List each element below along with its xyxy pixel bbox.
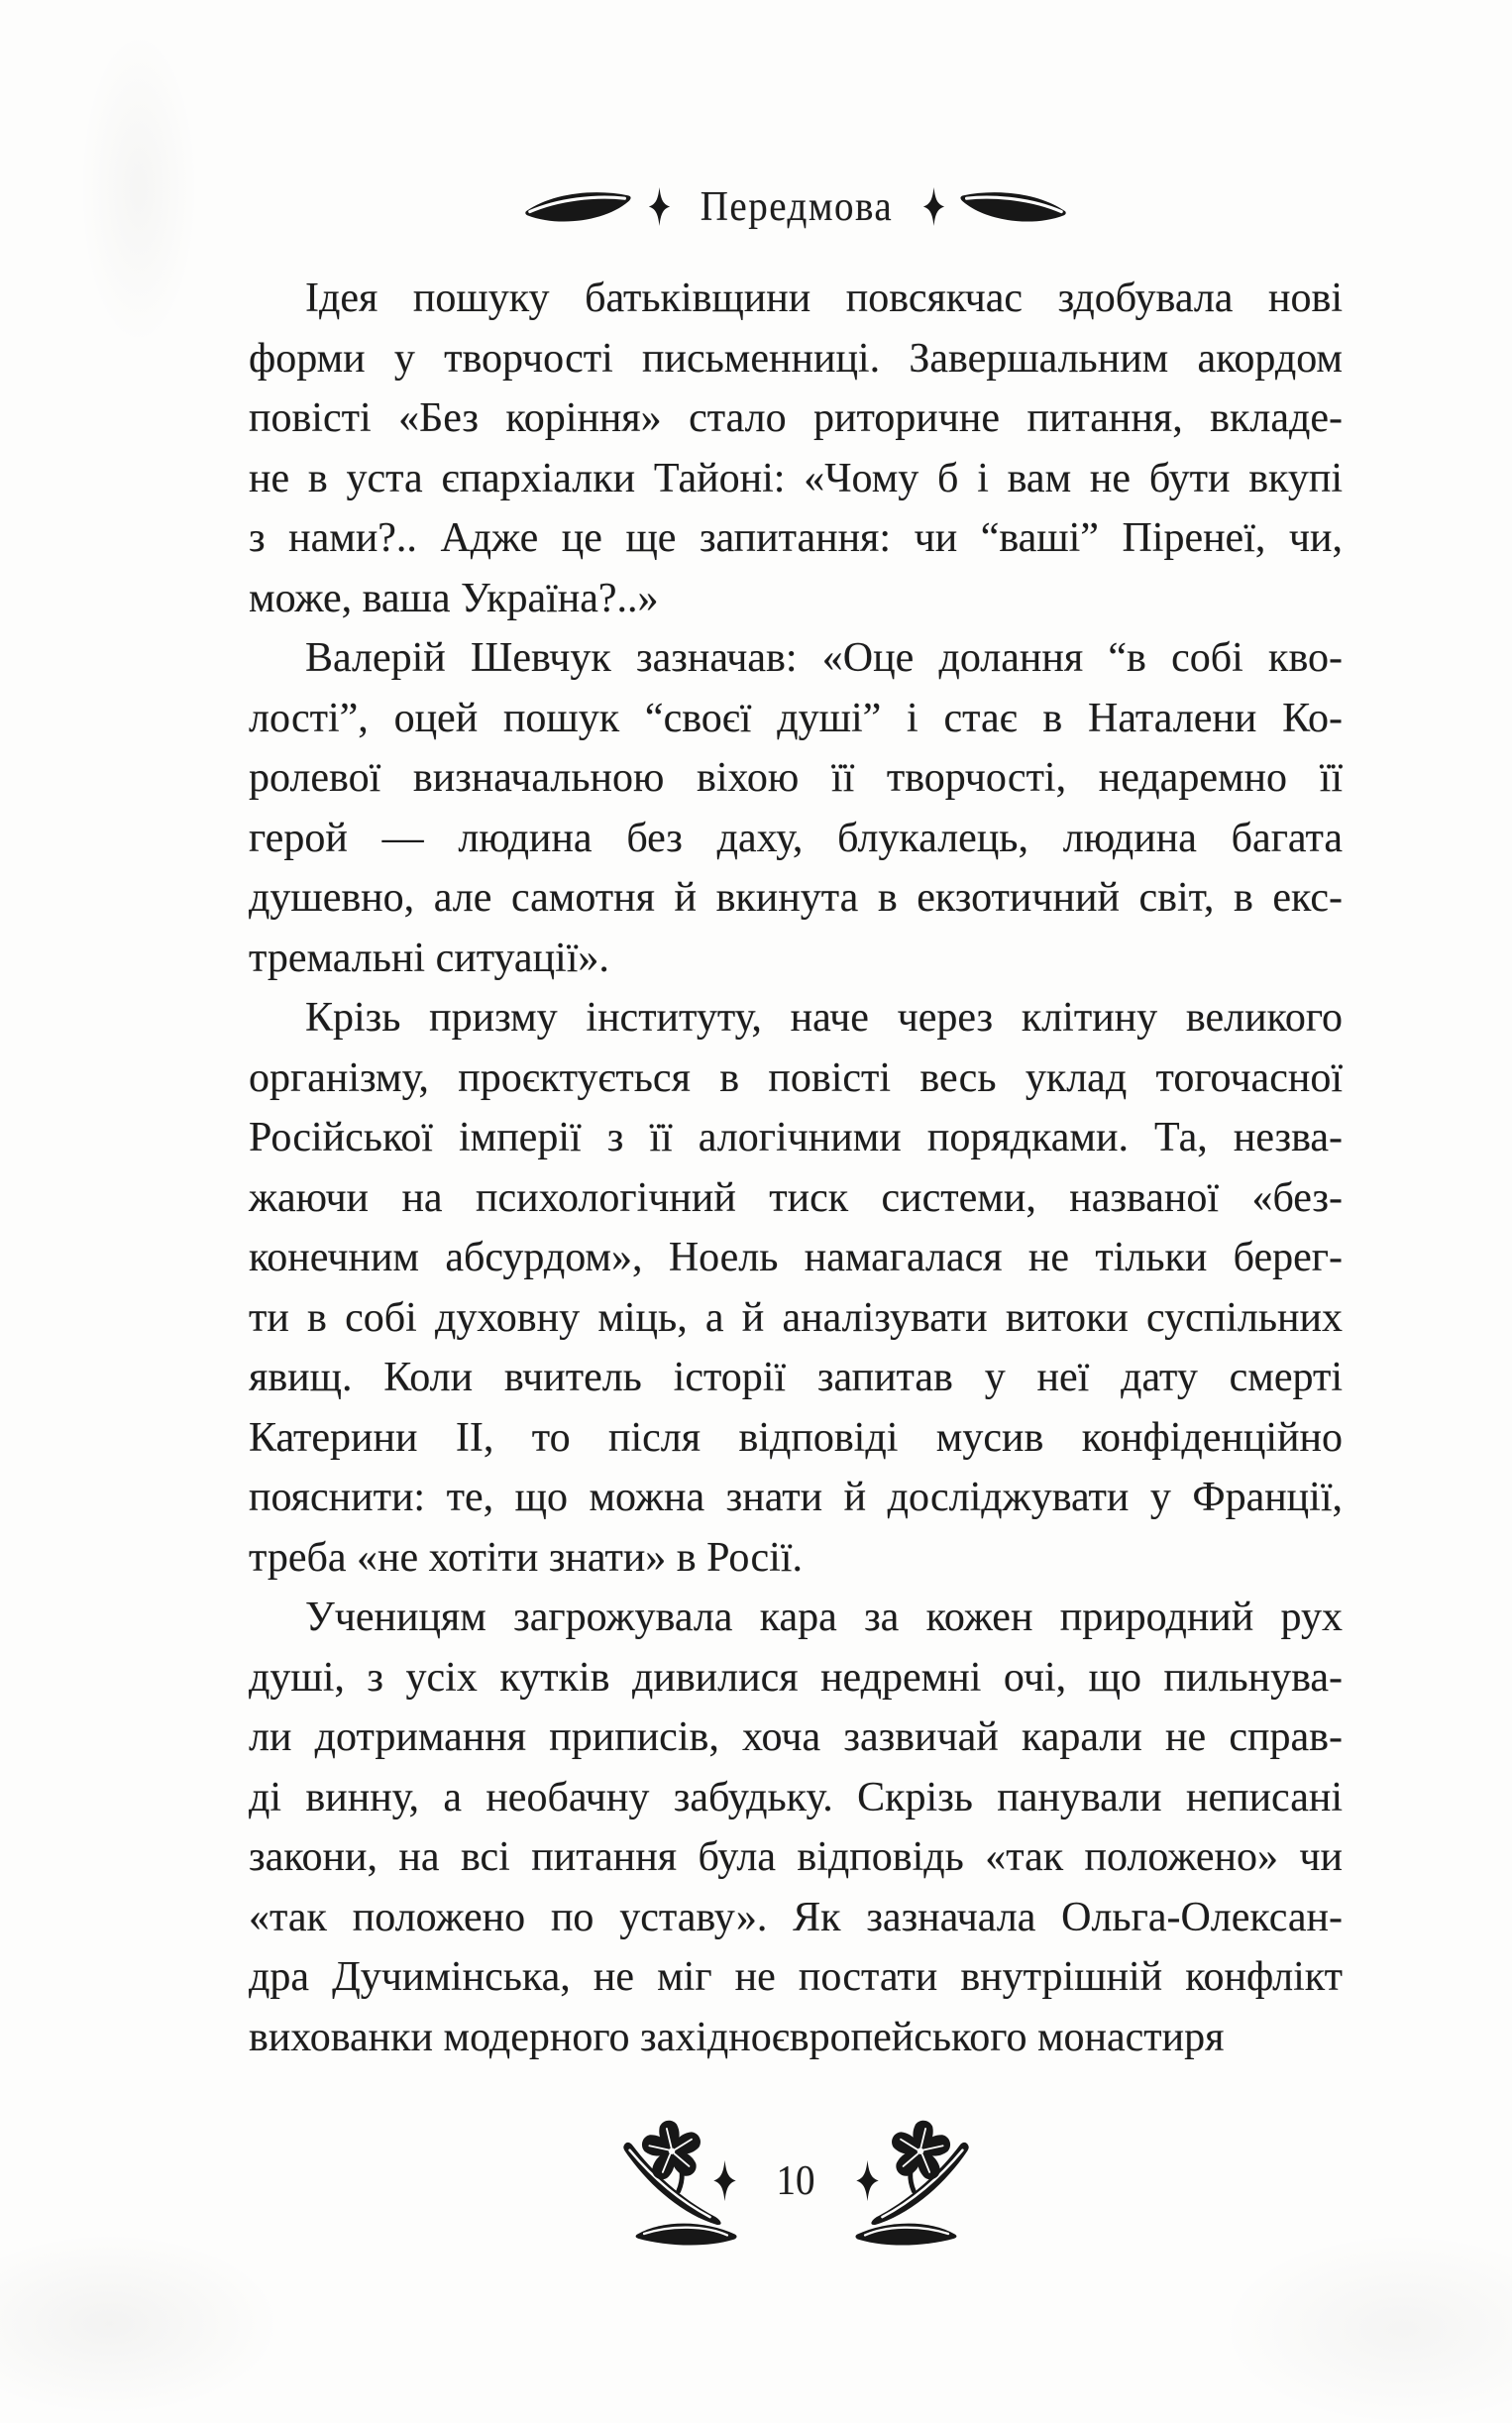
text-line: ли дотримання приписів, хоча зазвичай карали не справ-	[249, 1714, 1343, 1760]
sparkle-star-icon	[922, 186, 945, 227]
text-line: Валерій Шевчук зазначав: «Оце долання “в собі кво-	[305, 635, 1343, 681]
text-line: Ученицям загрожувала кара за кожен природний рух	[305, 1595, 1343, 1640]
text-line: Російської імперії з її алогічними порядками. Та, незва-	[249, 1115, 1343, 1160]
text-line: Ідея пошуку батьківщини повсякчас здобувала нові	[305, 275, 1343, 321]
text-line: треба «не хотіти знати» в Росії.	[249, 1534, 803, 1581]
text-line: пояснити: те, що можна знати й досліджувати у Франції,	[249, 1475, 1343, 1520]
page-footer	[249, 2109, 1343, 2253]
text-line: жаючи на психологічний тиск системи, названої «без-	[249, 1174, 1343, 1221]
scan-artifact	[0, 2235, 277, 2413]
flower-ornament-icon	[840, 2109, 974, 2253]
text-line: лості”, оцей пошук “своєї душі” і стає в Наталени Ко-	[249, 695, 1343, 741]
text-line: тремальні ситуації».	[249, 935, 609, 981]
text-line: повісті «Без коріння» стало риторичне питання, вкладе-	[249, 395, 1343, 441]
text-line: організму, проєктується в повісті весь уклад тогочасної	[249, 1054, 1343, 1101]
chapter-header	[249, 176, 1343, 236]
text-line: душі, з усіх кутків дивилися недремні очі, що пильнува-	[249, 1654, 1343, 1701]
text-line: ді винну, а необачну забудьку. Скрізь панували неписані	[249, 1774, 1343, 1820]
text-line: ролевої визначальною віхою її творчості, недаремно її	[249, 755, 1343, 801]
text-line: дра Дучимінська, не міг не постати внутрішній конфлікт	[249, 1954, 1343, 2000]
text-line: явищ. Коли вчитель історії запитав у неї дату смерті	[249, 1355, 1343, 1400]
sparkle-star-icon	[648, 186, 671, 227]
scan-artifact	[79, 30, 198, 347]
text-line: форми у творчості письменниці. Завершальним акордом	[249, 335, 1343, 382]
text-line: закони, на всі питання була відповідь «так положено» чи	[249, 1834, 1343, 1880]
leaf-ornament-icon	[523, 187, 634, 226]
text-line: вихованки модерного західноєвропейського монастиря	[249, 2014, 1225, 2060]
text-line: з нами?.. Адже це ще запитання: чи “ваші” Піренеї, чи,	[249, 515, 1343, 561]
body-text	[249, 269, 1343, 2067]
text-line: душевно, але самотня й вкинута в екзотичний світ, в екс-	[249, 875, 1343, 921]
text-line: конечним абсурдом», Ноель намагалася не тільки берег-	[249, 1235, 1343, 1280]
text-line: ти в собі духовну міць, а й аналізувати витоки суспільних	[249, 1294, 1343, 1341]
page-number: 10	[776, 2157, 815, 2204]
sparkle-star-icon	[712, 2159, 737, 2202]
text-line: «так положено по уставу». Як зазначала Ольга-Олексан-	[249, 1894, 1343, 1940]
text-line: Катерини II, то після відповіді мусив конфіденційно	[249, 1414, 1343, 1461]
text-line: не в уста єпархіалки Тайоні: «Чому б і вам не бути вкупі	[249, 455, 1343, 501]
chapter-title: Передмова	[700, 182, 894, 230]
text-line: може, ваша Україна?..»	[249, 575, 659, 621]
scan-artifact	[1225, 2235, 1512, 2423]
text-line: герой — людина без даху, блукалець, людина багата	[249, 815, 1343, 861]
leaf-ornament-icon	[957, 187, 1068, 226]
text-line: Крізь призму інституту, наче через клітину великого	[305, 995, 1343, 1041]
